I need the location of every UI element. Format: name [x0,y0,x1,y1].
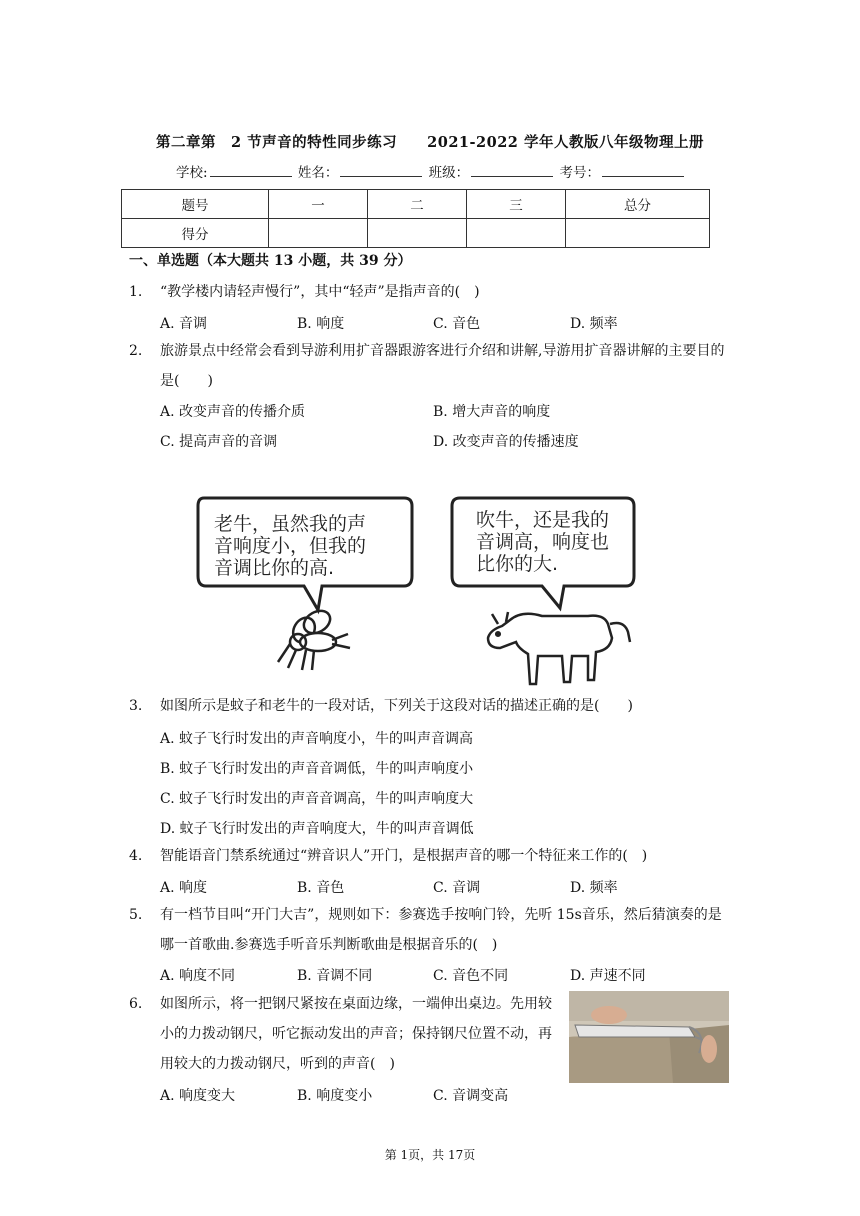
option-c[interactable]: C. 音调 [433,880,481,896]
option-a[interactable]: A. 蚊子飞行时发出的声音响度小，牛的叫声音调高 [160,731,474,747]
score-cell[interactable] [566,219,710,248]
question-number: 4. [129,848,143,864]
page-title: 第二章第 2 节声音的特性同步练习 2021-2022 学年人教版八年级物理上册 [156,134,704,151]
question-number: 5. [129,907,143,923]
score-cell[interactable] [368,219,467,248]
class-field[interactable] [471,164,553,177]
question-text: 如图所示是蚊子和老牛的一段对话，下列关于这段对话的描述正确的是( ) [160,698,633,714]
table-row [122,190,710,219]
option-d[interactable]: D. 蚊子飞行时发出的声音响度大，牛的叫声音调低 [160,821,474,837]
option-c[interactable]: C. 音色不同 [433,968,509,984]
student-info-line [176,161,686,181]
exam-no-label: 考号： [559,165,600,181]
option-a[interactable]: A. 改变声音的传播介质 [160,404,306,420]
mosquito-icon [278,606,350,670]
steel-ruler-photo [569,991,729,1083]
table-cell: 得分 [122,219,269,248]
page-footer: 第 1页，共 17页 [384,1148,476,1162]
question-text: 智能语音门禁系统通过“辨音识人”开门，是根据声音的哪一个特征来工作的( ) [160,848,648,864]
class-label: 班级： [428,165,470,181]
cow-bubble-line: 比你的大. [476,553,559,575]
option-b[interactable]: B. 音色 [297,880,345,896]
option-a[interactable]: A. 响度不同 [160,968,236,984]
cow-icon [488,612,630,684]
option-b[interactable]: B. 音调不同 [297,968,373,984]
table-cell: 总分 [566,190,710,219]
option-b[interactable]: B. 增大声音的响度 [433,404,551,420]
option-b[interactable]: B. 响度变小 [297,1088,373,1104]
mosquito-bubble-line: 老牛，虽然我的声 [214,513,367,535]
option-b[interactable]: B. 蚊子飞行时发出的声音音调低，牛的叫声响度小 [160,761,474,777]
question-text: 旅游景点中经常会看到导游利用扩音器跟游客进行介绍和讲解,导游用扩音器讲解的主要目的是( ) [160,343,725,389]
table-cell: 三 [467,190,566,219]
score-table [121,189,710,248]
question-text: 如图所示，将一把钢尺紧按在桌面边缘，一端伸出桌边。先用较小的力拨动钢尺，听它振动发出的声音；保持钢尺位置不动，再用较大的力拨动钢尺，听到的声音( ) [160,996,552,1072]
school-field[interactable] [210,164,292,177]
mosquito-cow-dialogue-figure [192,492,642,697]
question-number: 1. [129,284,143,300]
question-number: 6. [129,996,143,1012]
option-b[interactable]: B. 响度 [297,316,345,332]
cow-bubble-line: 音调高，响度也 [476,531,610,553]
option-c[interactable]: C. 音色 [433,316,481,332]
score-cell[interactable] [467,219,566,248]
option-c[interactable]: C. 音调变高 [433,1088,509,1104]
table-cell: 一 [269,190,368,219]
option-c[interactable]: C. 提高声音的音调 [160,434,278,450]
table-cell: 题号 [122,190,269,219]
option-a[interactable]: A. 响度 [160,880,208,896]
question-number: 3. [129,698,143,714]
option-a[interactable]: A. 音调 [160,316,208,332]
table-row [122,219,710,248]
question-text: “教学楼内请轻声慢行”，其中“轻声”是指声音的( ) [160,284,480,300]
cow-bubble-line: 吹牛，还是我的 [476,509,610,531]
school-label: 学校: [176,165,208,181]
option-d[interactable]: D. 频率 [570,316,618,332]
option-a[interactable]: A. 响度变大 [160,1088,236,1104]
mosquito-bubble-line: 音调比你的高. [214,557,335,579]
exam-no-field[interactable] [602,164,684,177]
question-number: 2. [129,343,143,359]
option-d[interactable]: D. 频率 [570,880,618,896]
name-label: 姓名： [297,165,339,181]
section-heading: 一、单选题（本大题共 13 小题，共 39 分） [129,253,412,269]
question-text: 有一档节目叫“开门大吉”，规则如下：参赛选手按响门铃，先听 15s音乐，然后猜演奏的是哪一首歌曲.参赛选手听音乐判断歌曲是根据音乐的( ) [160,907,722,953]
option-d[interactable]: D. 改变声音的传播速度 [433,434,579,450]
mosquito-bubble-line: 音响度小，但我的 [214,535,367,557]
name-field[interactable] [340,164,422,177]
score-cell[interactable] [269,219,368,248]
table-cell: 二 [368,190,467,219]
option-d[interactable]: D. 声速不同 [570,968,646,984]
option-c[interactable]: C. 蚊子飞行时发出的声音音调高，牛的叫声响度大 [160,791,474,807]
